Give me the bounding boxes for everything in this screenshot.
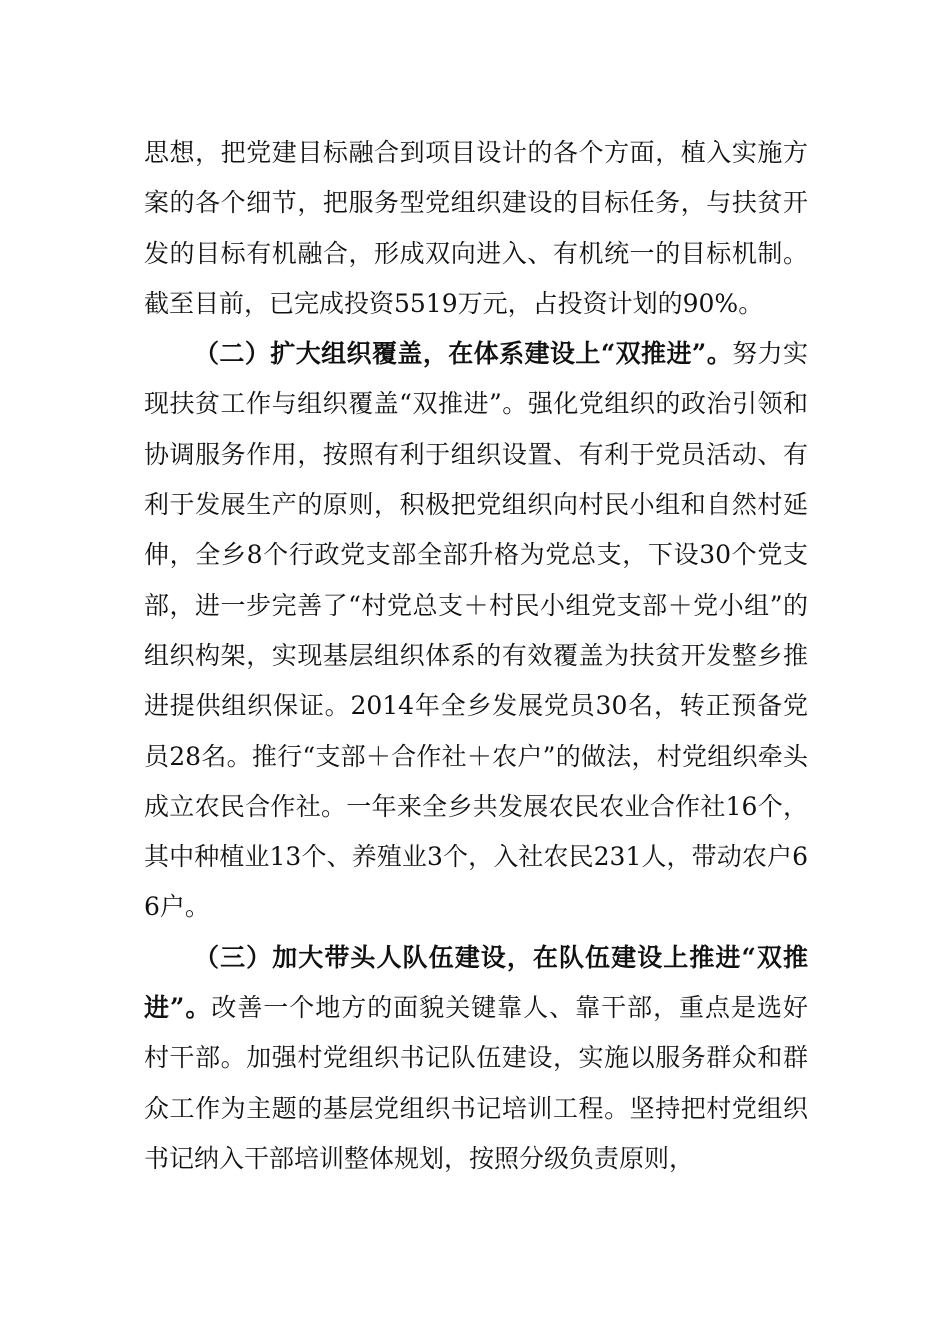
paragraph-section-three — [144, 933, 808, 1184]
paragraph-text: 改善一个地方的面貌关键靠人、靠干部，重点是选好村干部。加强村党组织书记队伍建设，实施以服务群众和群众工作为主题的基层党组织书记培训工程。坚持把村党组织书记纳入干部培训整体规划，按照分级负责原则， — [144, 993, 808, 1173]
section-heading: （三）加大带头人队伍建设，在队伍建设上推进“双推进”。 — [144, 942, 808, 1023]
paragraph-text: 思想，把党建目标融合到项目设计的各个方面，植入实施方案的各个细节，把服务型党组织建设的目标任务，与扶贫开发的目标有机融合，形成双向进入、有机统一的目标机制。截至目前，已完成投资5519万元，占投资计划的90%。 — [144, 138, 808, 318]
paragraph-text: 努力实现扶贫工作与组织覆盖“双推进”。强化党组织的政治引领和协调服务作用，按照有利于组织设置、有利于党员活动、有利于发展生产的原则，积极把党组织向村民小组和自然村延伸，全乡8个行政党支部全部升格为党总支，下设30个党支部，进一步完善了“村党总支＋村民小组党支部＋党小组”的组织构架，实现基层组织体系的有效覆盖为扶贫开发整乡推进提供组织保证。2014年全乡发展党员30名，转正预备党员28名。推行“支部＋合作社＋农户”的做法，村党组织牵头成立农民合作社。一年来全乡共发展农民农业合作社16个，其中种植业13个、养殖业3个，入社农民231人，带动农户66户。 — [144, 339, 808, 922]
paragraph-section-two — [144, 329, 808, 933]
document-page — [144, 128, 808, 1184]
paragraph-continuation — [144, 128, 808, 329]
section-heading: （二）扩大组织覆盖，在体系建设上“双推进”。 — [194, 339, 733, 369]
